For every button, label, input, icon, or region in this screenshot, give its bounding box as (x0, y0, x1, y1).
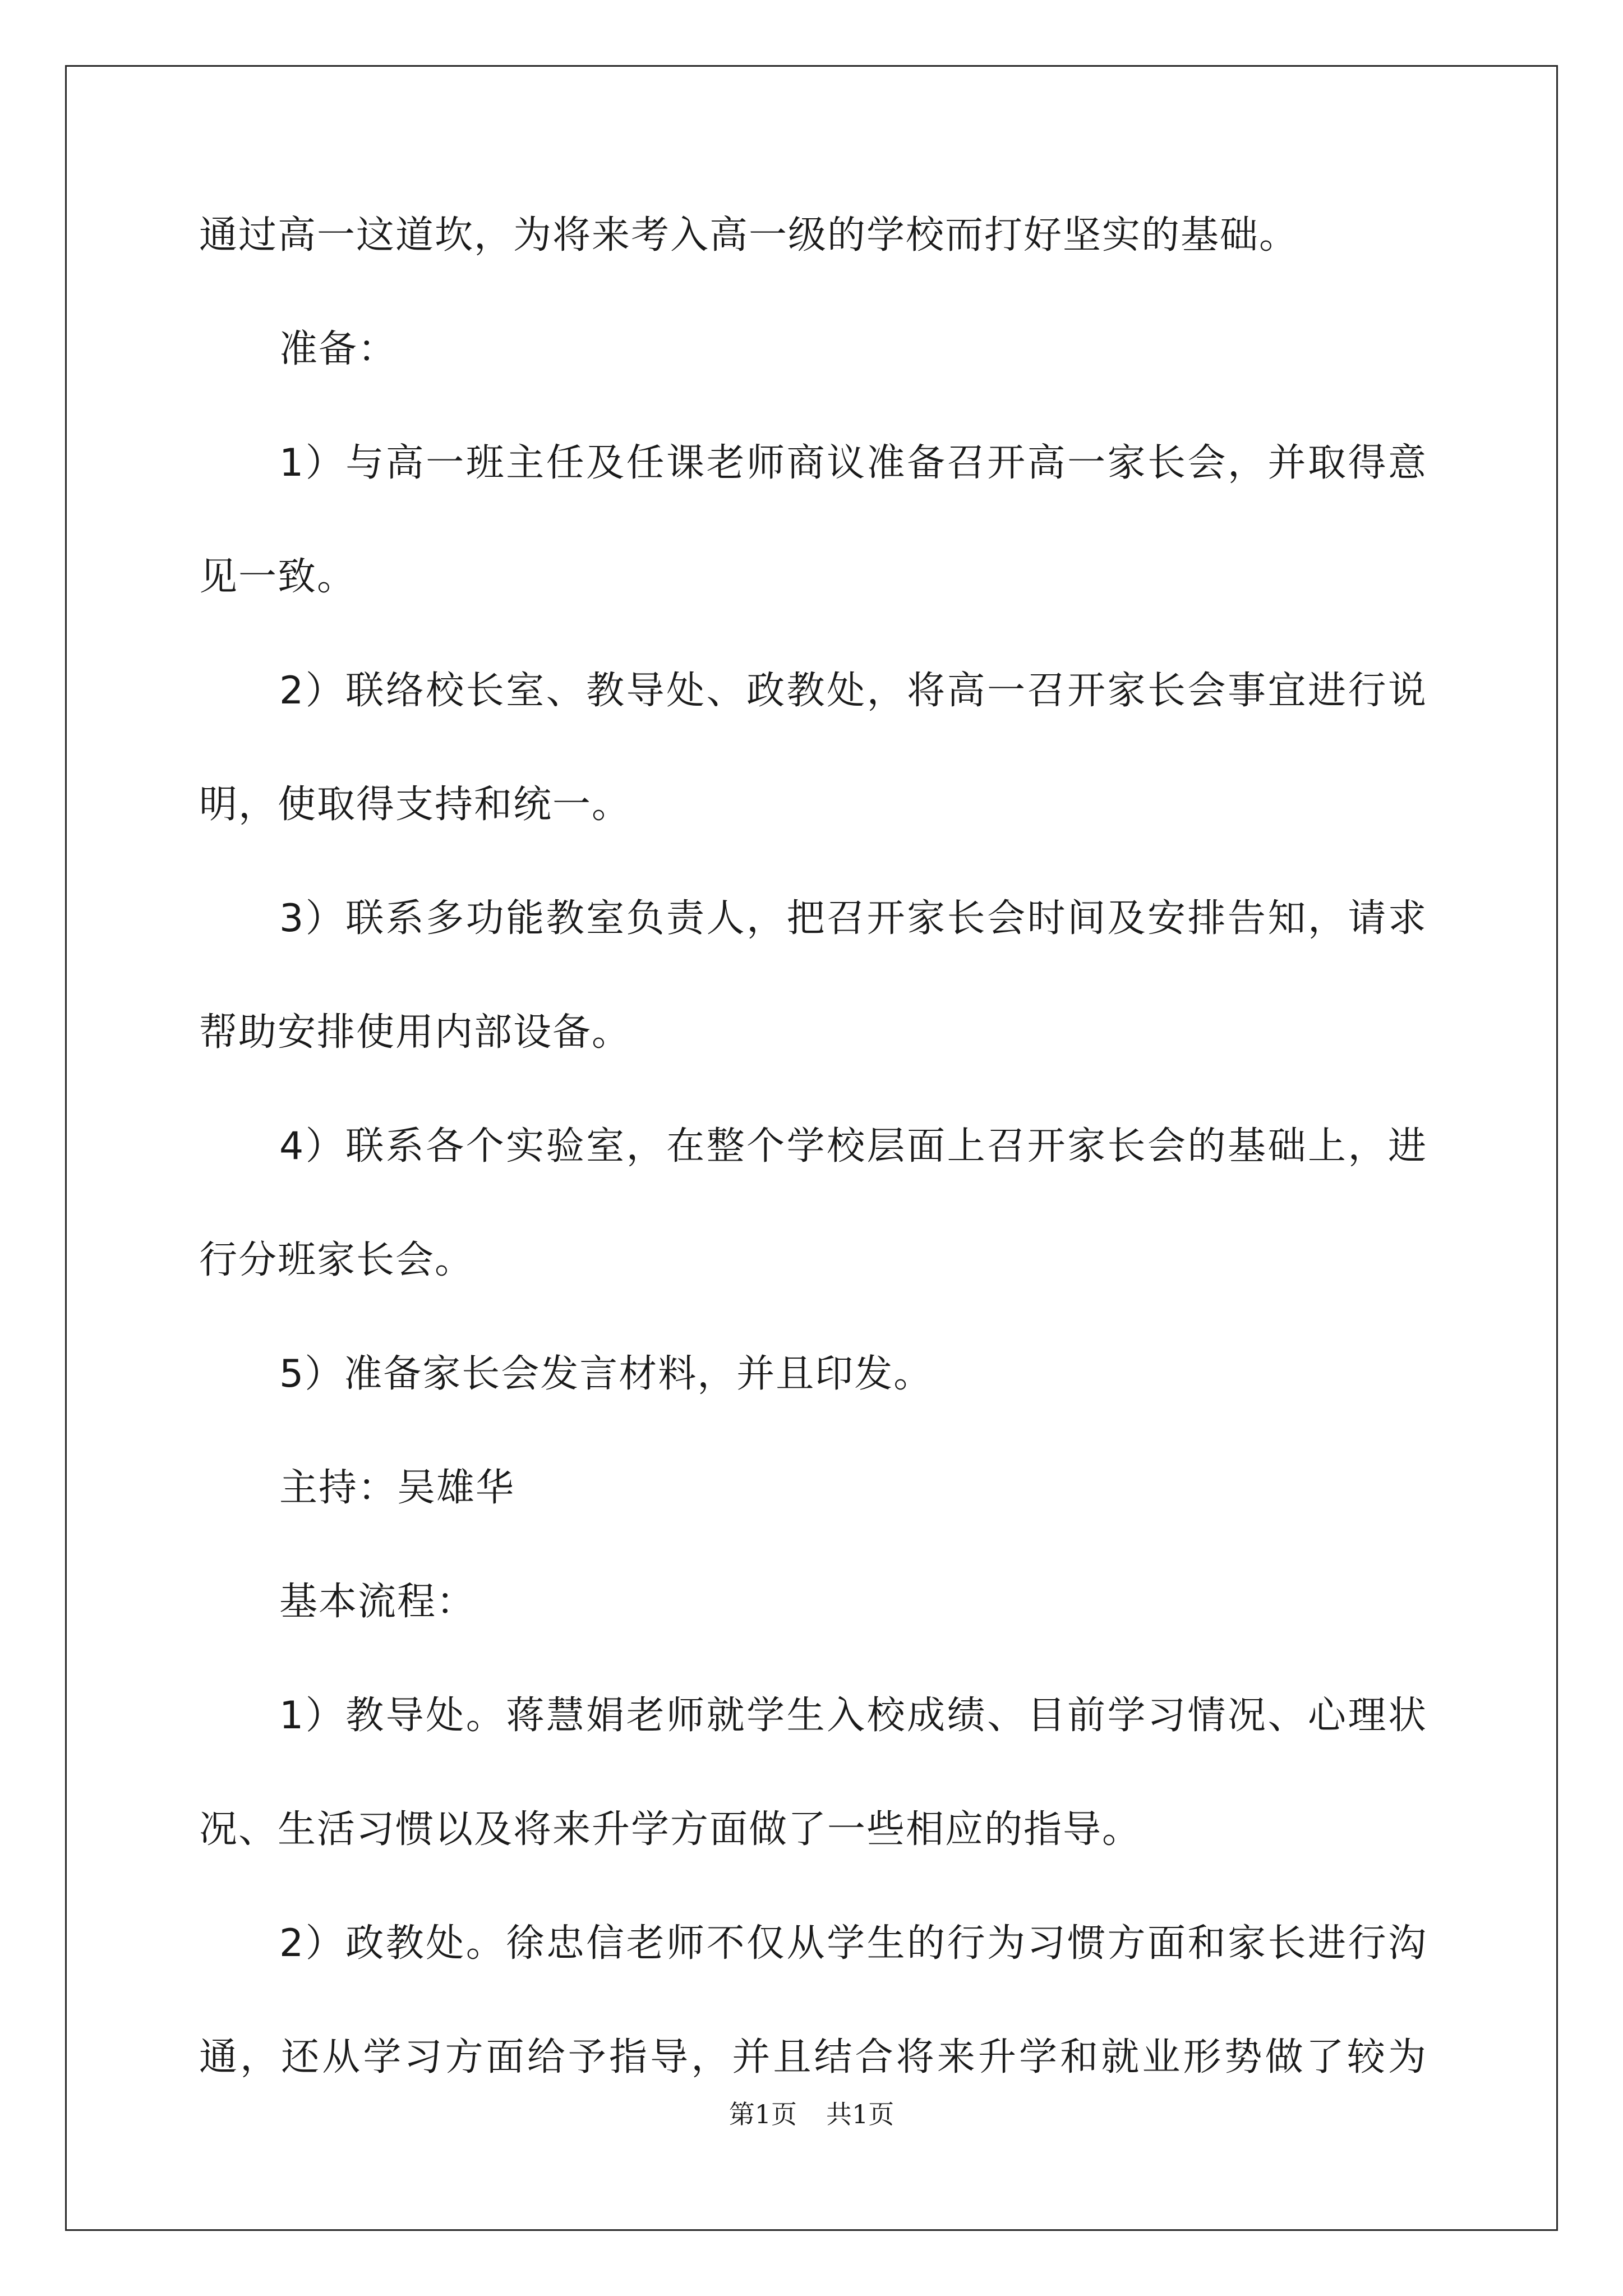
text-line-16: 2）政教处。徐忠信老师不仅从学生的行为习惯方面和家长进行沟 (279, 1921, 1427, 1966)
text-line-7: 3）联系多功能教室负责人，把召开家长会时间及安排告知，请求 (279, 896, 1427, 941)
text-line-15: 况、生活习惯以及将来升学方面做了一些相应的指导。 (199, 1807, 1142, 1852)
text-line-1: 通过高一这道坎，为将来考入高一级的学校而打好坚实的基础。 (199, 213, 1299, 257)
text-line-4: 见一致。 (199, 555, 357, 599)
page-number: 第1页 (728, 2099, 797, 2129)
text-line-12: 主持：吴雄华 (279, 1466, 515, 1510)
text-line-14: 1）教导处。蒋慧娟老师就学生入校成绩、目前学习情况、心理状 (279, 1694, 1427, 1738)
text-line-5: 2）联络校长室、教导处、政教处，将高一召开家长会事宜进行说 (279, 669, 1427, 713)
text-line-3: 1）与高一班主任及任课老师商议准备召开高一家长会，并取得意 (279, 441, 1427, 485)
text-line-11: 5）准备家长会发言材料，并且印发。 (279, 1352, 933, 1396)
page-total: 共1页 (826, 2099, 895, 2129)
text-line-17: 通，还从学习方面给予指导，并且结合将来升学和就业形势做了较为 (199, 2035, 1427, 2079)
page-footer (0, 2099, 1623, 2130)
text-line-9: 4）联系各个实验室，在整个学校层面上召开家长会的基础上，进 (279, 1124, 1427, 1168)
text-line-8: 帮助安排使用内部设备。 (199, 1010, 631, 1055)
text-line-6: 明，使取得支持和统一。 (199, 783, 631, 827)
text-line-2: 准备： (279, 327, 398, 371)
text-line-13: 基本流程： (279, 1580, 476, 1624)
text-line-10: 行分班家长会。 (199, 1238, 474, 1282)
